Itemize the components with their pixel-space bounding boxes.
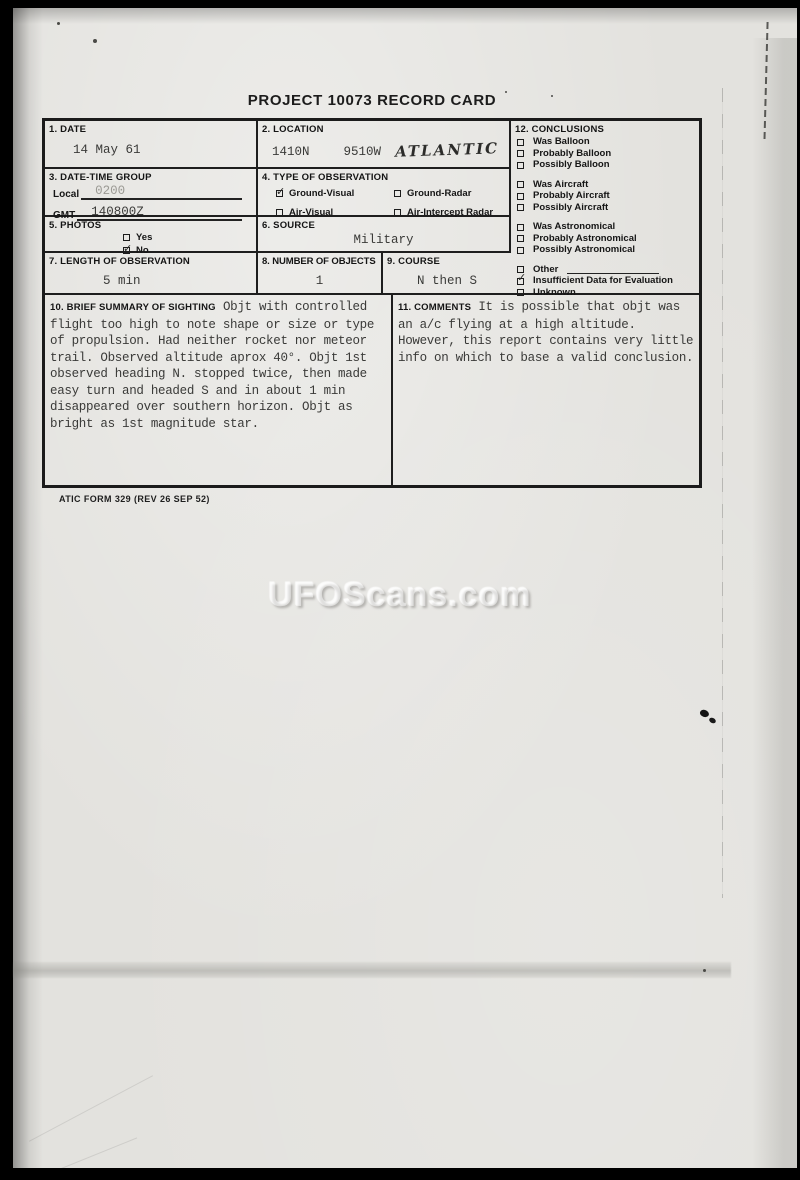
local-label: Local	[53, 189, 80, 200]
field-photos	[45, 217, 258, 256]
air-intercept-radar-checkbox	[394, 209, 401, 216]
conclusion-checkbox	[517, 224, 524, 231]
field-source-value: Military	[353, 233, 414, 247]
paper-fold-line	[722, 88, 723, 898]
field-datetime-label: 3. DATE-TIME GROUP	[49, 172, 152, 183]
field-comments-label: 11. COMMENTS	[398, 302, 472, 313]
conclusion-row	[517, 180, 699, 191]
conclusion-label: Unknown	[533, 286, 576, 298]
location-handwritten: ATLANTIC	[394, 139, 500, 161]
photos-yes-checkbox	[123, 234, 130, 241]
other-fill-line	[567, 266, 659, 274]
air-visual-checkbox	[276, 209, 283, 216]
observation-option-label: Ground-Radar	[407, 188, 472, 199]
conclusion-label: Possibly Astronomical	[533, 244, 636, 255]
field-date-label: 1. DATE	[49, 124, 87, 135]
field-datetime-group	[45, 169, 258, 221]
field-length-label: 7. LENGTH OF OBSERVATION	[49, 256, 190, 267]
conclusion-checkbox	[517, 247, 524, 254]
observation-option-label: Ground-Visual	[289, 188, 355, 199]
ground-radar-checkbox	[394, 190, 401, 197]
conclusion-row	[517, 265, 699, 276]
field-location	[258, 121, 511, 169]
conclusion-checkbox	[517, 193, 524, 200]
conclusion-checkbox	[517, 139, 524, 146]
underlying-page-edge	[13, 962, 731, 978]
ground-visual-checkbox	[276, 190, 283, 197]
conclusion-row	[517, 222, 699, 233]
observation-option	[394, 188, 509, 199]
summary-text	[45, 295, 391, 432]
location-longitude: 9510W	[343, 145, 382, 159]
conclusion-row	[517, 137, 699, 148]
field-source	[258, 217, 511, 253]
conclusion-label: Was Balloon	[533, 136, 590, 147]
field-length-observation	[45, 253, 258, 295]
conclusion-row	[517, 160, 699, 171]
comments-text	[393, 295, 699, 366]
ink-blot	[699, 708, 710, 719]
field-course	[383, 253, 511, 295]
field-comments	[393, 295, 699, 485]
field-comments-value: It is possible that objt was an a/c flying at a high altitude. However, this report contains very little info on which to base a valid conclusion.	[398, 300, 694, 365]
page-title: PROJECT 10073 RECORD CARD	[247, 92, 497, 109]
field-length-value: 5 min	[103, 274, 141, 288]
paper-crease	[29, 1075, 153, 1142]
conclusion-checkbox	[517, 235, 524, 242]
conclusion-label: Was Astronomical	[533, 221, 616, 232]
dust-speck	[703, 969, 706, 972]
local-value: 0200	[95, 184, 126, 198]
conclusion-label: Probably Balloon	[533, 147, 612, 159]
field-source-label: 6. SOURCE	[262, 220, 316, 231]
field-observation-type-label: 4. TYPE OF OBSERVATION	[262, 172, 389, 183]
conclusion-row	[517, 203, 699, 214]
local-fill-line	[81, 185, 242, 200]
conclusion-row	[517, 191, 699, 202]
watermark: UFOScans.com	[268, 576, 532, 614]
conclusion-label: Other	[533, 263, 559, 275]
field-location-label: 2. LOCATION	[262, 124, 324, 135]
form-number: ATIC FORM 329 (REV 26 SEP 52)	[59, 494, 210, 504]
location-latitude: 1410N	[272, 145, 310, 159]
conclusion-row	[517, 245, 699, 256]
field-conclusions-label: 12. CONCLUSIONS	[515, 124, 605, 135]
conclusion-label: Possibly Balloon	[533, 159, 610, 170]
field-conclusions	[511, 121, 699, 298]
conclusion-checkbox	[517, 150, 524, 157]
field-summary-value: Objt with controlled flight too high to note shape or size or type of propulsion. Had neither rocket nor meteor trail. Observed altitude aprox 40°. Objt 1st observed heading N. stopped twice, then made easy turn and headed S and in about 1 min disappeared over southern horizon. Objt as bright as 1st magnitude star.	[50, 300, 375, 431]
observation-option-label: Air-Visual	[289, 207, 334, 218]
field-number-label: 8. NUMBER OF OBJECTS	[262, 256, 376, 267]
conclusion-checkbox	[517, 278, 524, 285]
field-summary	[45, 295, 393, 485]
conclusion-checkbox	[517, 162, 524, 169]
conclusion-checkbox	[517, 204, 524, 211]
field-photos-label: 5. PHOTOS	[49, 220, 102, 231]
paper-crease	[35, 1137, 137, 1179]
field-number-value: 1	[315, 274, 324, 288]
ink-blot	[708, 717, 717, 725]
photos-option-label: Yes	[136, 232, 153, 243]
field-summary-label: 10. BRIEF SUMMARY OF SIGHTING	[50, 302, 216, 313]
field-observation-type	[258, 169, 511, 217]
conclusion-label: Probably Aircraft	[533, 190, 610, 201]
conclusion-label: Possibly Aircraft	[533, 201, 609, 213]
conclusion-row	[517, 276, 699, 287]
conclusion-label: Insufficient Data for Evaluation	[533, 275, 673, 286]
photos-option	[123, 232, 256, 243]
record-card-table	[42, 118, 702, 488]
field-number-objects	[258, 253, 383, 295]
conclusion-row	[517, 234, 699, 245]
field-course-value: N then S	[416, 274, 477, 288]
conclusion-label: Was Aircraft	[533, 178, 589, 190]
observation-option-label: Air-Intercept Radar	[407, 207, 494, 218]
field-date	[45, 121, 258, 169]
field-date-value: 14 May 61	[73, 143, 141, 157]
gmt-value: 140800Z	[91, 205, 144, 219]
dust-speck	[57, 22, 60, 25]
conclusion-checkbox	[517, 181, 524, 188]
field-course-label: 9. COURSE	[387, 256, 441, 267]
dust-speck	[93, 39, 97, 43]
gmt-label: GMT	[53, 210, 76, 221]
observation-option	[276, 188, 394, 199]
conclusion-label: Probably Astronomical	[533, 232, 637, 244]
conclusion-row	[517, 149, 699, 160]
photos-option-label: No	[136, 245, 149, 256]
